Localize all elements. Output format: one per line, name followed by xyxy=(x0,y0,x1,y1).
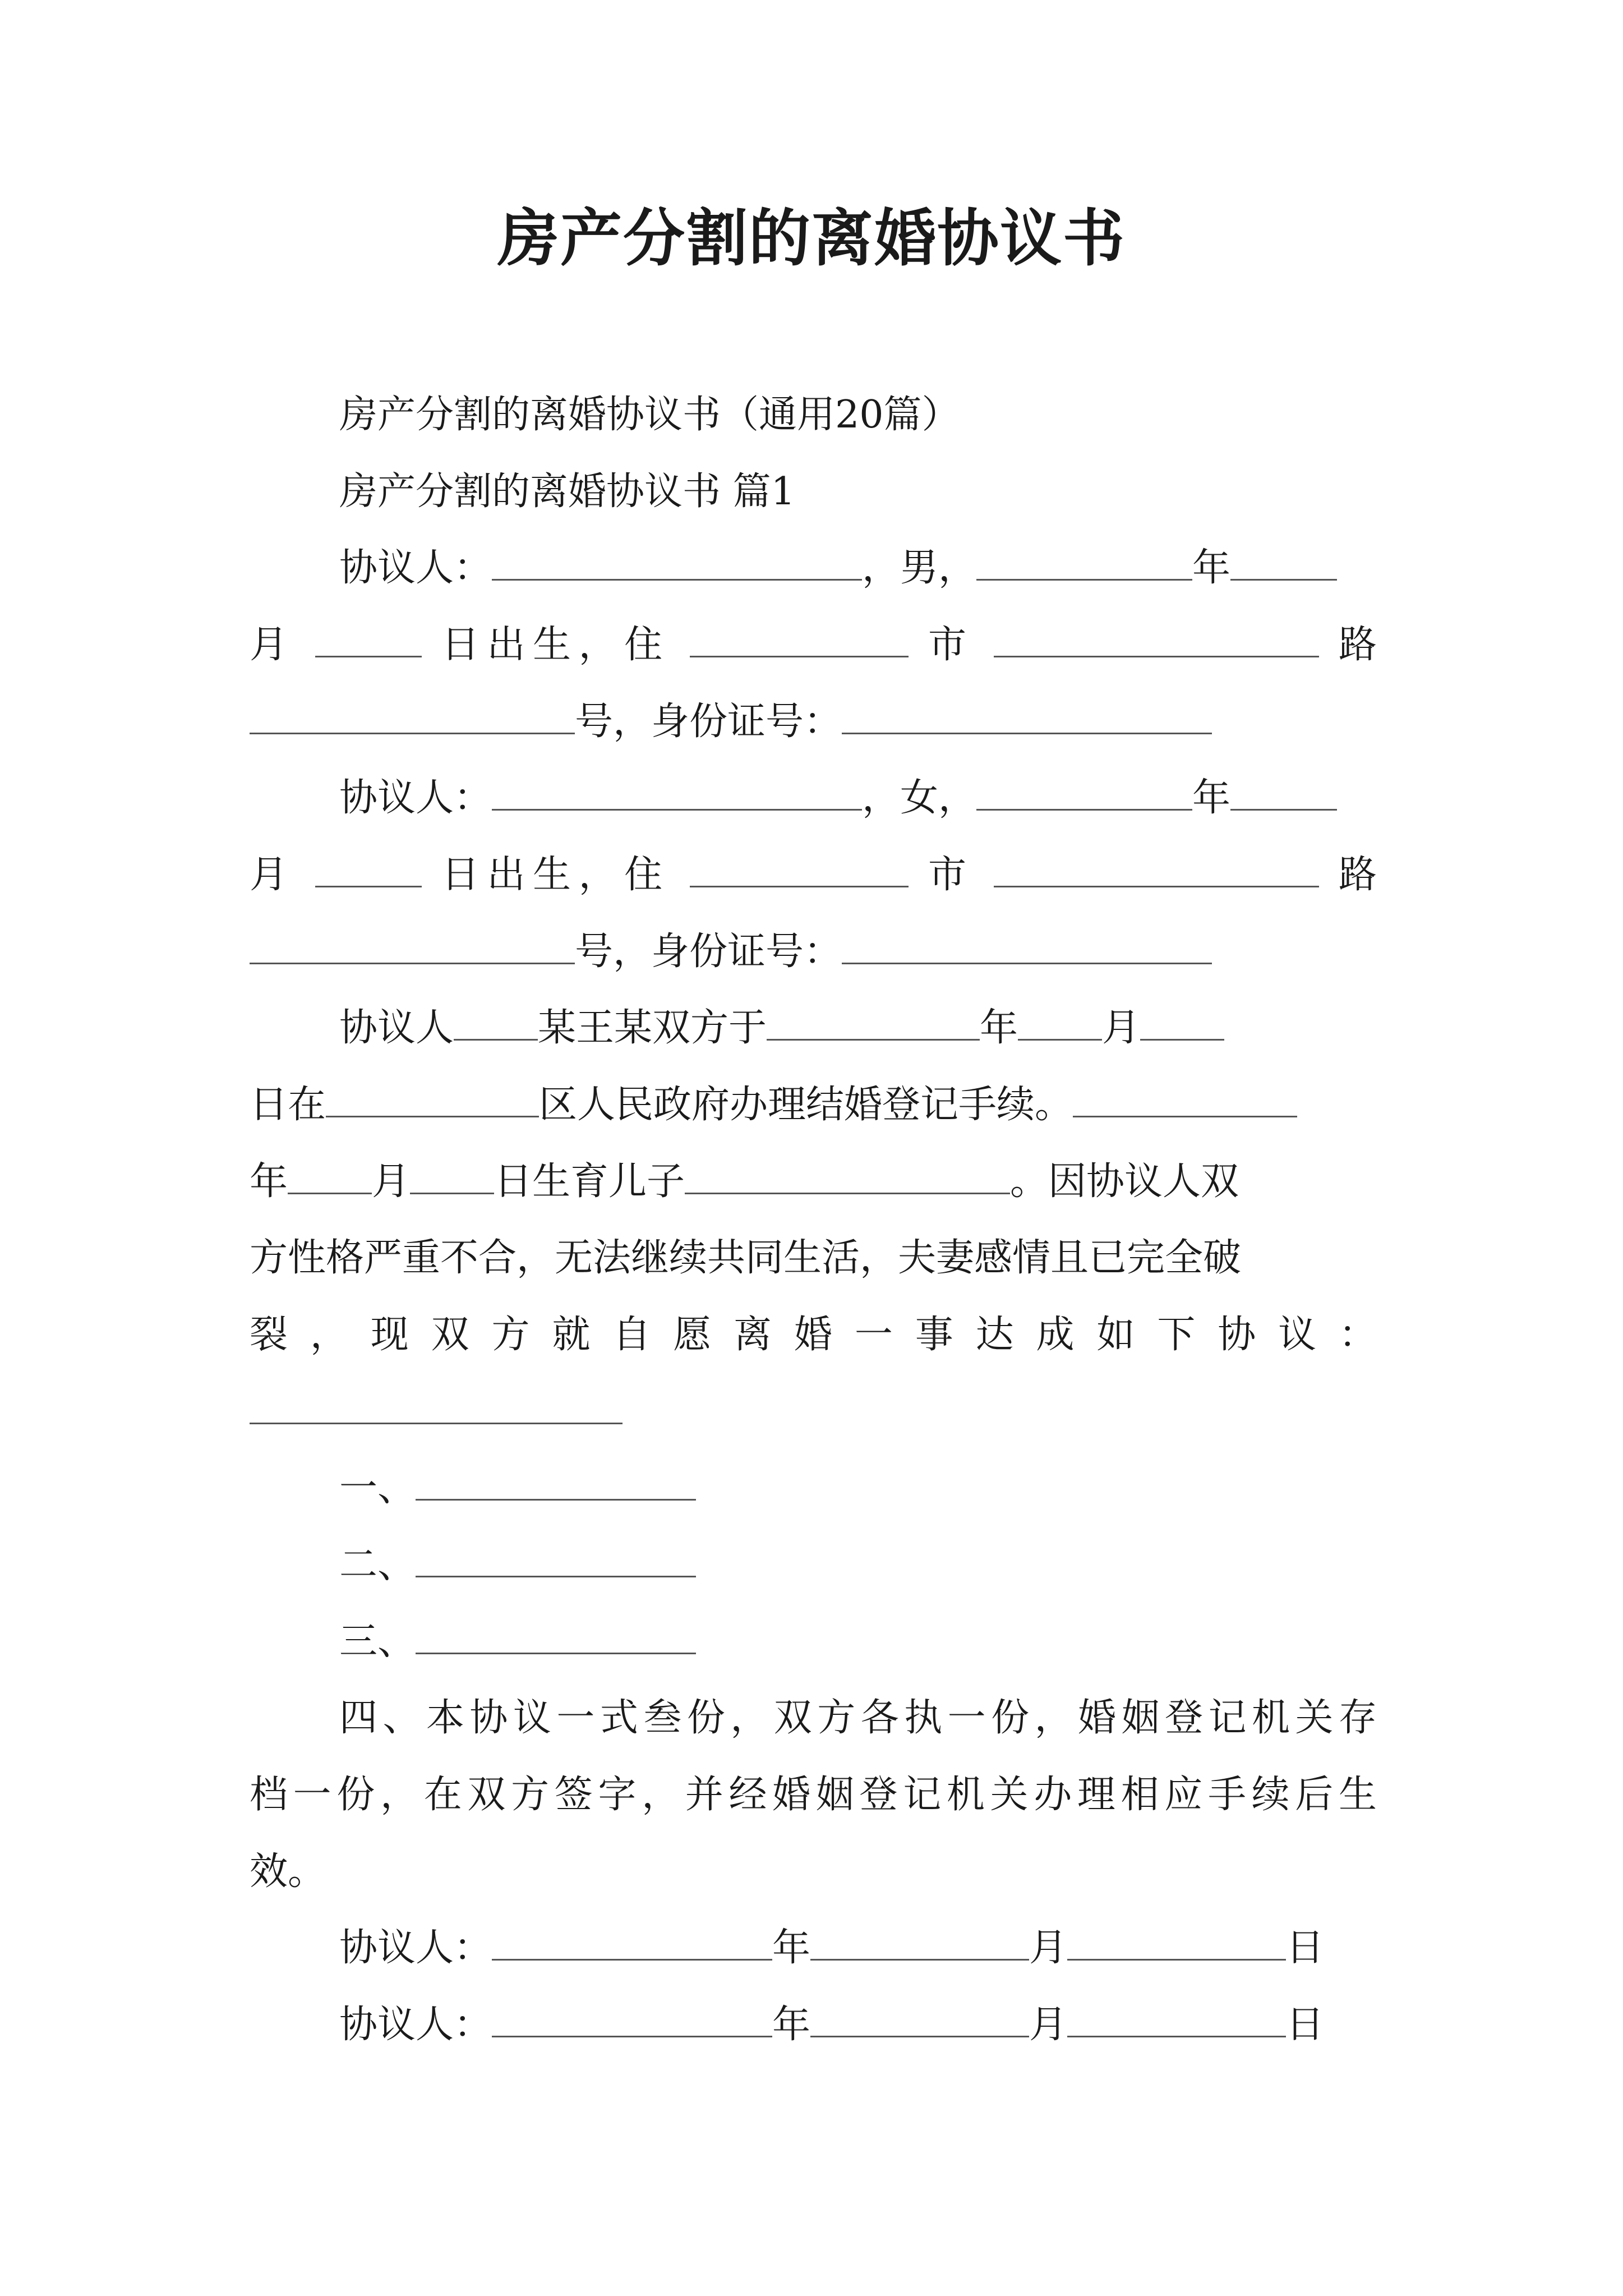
party2-road-blank xyxy=(994,851,1319,887)
party1-label: 协议人： xyxy=(339,546,492,590)
district-blank xyxy=(326,1081,539,1117)
body-text: 区人民政府办理结婚登记手续。 xyxy=(539,1083,1073,1127)
party2-id-label: 号，身份证号： xyxy=(575,930,842,974)
item-three xyxy=(250,1608,1377,1676)
item-blank xyxy=(416,1618,696,1654)
party1-line2 xyxy=(250,611,1377,679)
signature-day: 日 xyxy=(1286,1926,1325,1970)
signature-day: 日 xyxy=(1286,2003,1325,2047)
body-text: 月 xyxy=(372,1159,411,1204)
body-text: 。因协议人双 xyxy=(1010,1159,1239,1204)
item-blank xyxy=(416,1464,696,1501)
signature-label: 协议人： xyxy=(339,1926,492,1970)
party2-day-blank xyxy=(315,851,422,887)
party2-line2 xyxy=(250,841,1377,909)
body-line6 xyxy=(250,1378,1377,1446)
party1-day-blank xyxy=(315,621,422,657)
signature-year-blank xyxy=(810,2001,1029,2037)
item-label: 三、 xyxy=(339,1619,416,1664)
marriage-day-blank xyxy=(1140,1004,1224,1041)
signature-day-blank xyxy=(1067,1924,1286,1961)
party2-name-blank xyxy=(492,774,862,811)
party2-month-label: 月 xyxy=(250,853,296,897)
clause4-line2: 档一份，在双方签字，并经婚姻登记机关办理相应手续后生 xyxy=(250,1773,1377,1817)
party2-road: 路 xyxy=(1338,853,1377,897)
party1-year-blank xyxy=(976,544,1192,581)
chapter-heading: 房产分割的离婚协议书 篇1 xyxy=(339,470,795,514)
body-line4: 方性格严重不合，无法继续共同生活，夫妻感情且已完全破 xyxy=(250,1236,1242,1280)
party2-city-blank xyxy=(690,851,909,887)
item-label: 一、 xyxy=(339,1466,416,1510)
body-text: 日生育儿子 xyxy=(494,1159,685,1204)
agreement-blank xyxy=(250,1388,623,1424)
party1-name-blank xyxy=(492,544,862,581)
name-blank xyxy=(454,1004,538,1041)
party2-label: 协议人： xyxy=(339,776,492,820)
party2-year-blank xyxy=(976,774,1192,811)
signature-blank xyxy=(492,2001,772,2037)
birth-year-blank xyxy=(1073,1081,1297,1117)
party2-line1 xyxy=(250,765,1377,832)
party1-line3 xyxy=(250,688,1377,756)
clause4-line1: 四、本协议一式叁份，双方各执一份，婚姻登记机关存 xyxy=(339,1696,1377,1740)
party2-born: 日出生，住 xyxy=(441,853,670,897)
party1-id-label: 号，身份证号： xyxy=(575,700,842,744)
signature-label: 协议人： xyxy=(339,2003,492,2047)
party1-city-blank xyxy=(690,621,909,657)
signature-line-2 xyxy=(250,1991,1377,2059)
signature-month: 月 xyxy=(1029,1926,1068,1970)
body-text: 年 xyxy=(980,1006,1018,1050)
party1-born: 日出生，住 xyxy=(441,623,670,667)
party1-line1 xyxy=(250,535,1377,602)
body-line1 xyxy=(250,995,1377,1062)
body-line2 xyxy=(250,1071,1377,1139)
document-title: 房产分割的离婚协议书 xyxy=(497,203,1126,274)
birth-day-blank xyxy=(410,1158,494,1194)
clause4-line3: 效。 xyxy=(250,1849,326,1894)
party1-number-blank xyxy=(250,698,575,734)
body-text: 月 xyxy=(1102,1006,1141,1050)
marriage-year-blank xyxy=(767,1004,980,1041)
party2-year-label: 年 xyxy=(1192,776,1231,820)
party1-id-blank xyxy=(842,698,1212,734)
party2-number-blank xyxy=(250,928,575,964)
item-one xyxy=(250,1455,1377,1522)
item-blank xyxy=(416,1541,696,1577)
body-text: 年 xyxy=(250,1159,288,1204)
party1-gender: ，男， xyxy=(862,546,977,590)
body-text: 某王某双方于 xyxy=(538,1006,767,1050)
party1-city: 市 xyxy=(928,623,974,667)
subtitle: 房产分割的离婚协议书（通用20篇） xyxy=(339,393,960,437)
signature-year: 年 xyxy=(772,2003,811,2047)
party1-year-label: 年 xyxy=(1192,546,1231,590)
signature-month: 月 xyxy=(1029,2003,1068,2047)
signature-blank xyxy=(492,1924,772,1961)
party2-line3 xyxy=(250,918,1377,986)
birth-month-blank xyxy=(288,1158,372,1194)
party1-month-label: 月 xyxy=(250,623,296,667)
signature-day-blank xyxy=(1067,2001,1286,2037)
body-text: 协议人 xyxy=(339,1006,454,1050)
party1-month-blank xyxy=(1230,544,1337,581)
body-line5: 裂，现双方就自愿离婚一事达成如下协议： xyxy=(250,1313,1377,1357)
body-line3 xyxy=(250,1148,1377,1216)
signature-year-blank xyxy=(810,1924,1029,1961)
body-text: 日在 xyxy=(250,1083,326,1127)
item-two xyxy=(250,1531,1377,1599)
party1-road: 路 xyxy=(1338,623,1377,667)
son-name-blank xyxy=(685,1158,1010,1194)
party1-road-blank xyxy=(994,621,1319,657)
signature-year: 年 xyxy=(772,1926,811,1970)
signature-line-1 xyxy=(250,1915,1377,1982)
party2-city: 市 xyxy=(928,853,974,897)
party2-gender: ，女， xyxy=(862,776,977,820)
item-label: 二、 xyxy=(339,1543,416,1587)
marriage-month-blank xyxy=(1018,1004,1102,1041)
party2-month-blank xyxy=(1230,774,1337,811)
party2-id-blank xyxy=(842,928,1212,964)
